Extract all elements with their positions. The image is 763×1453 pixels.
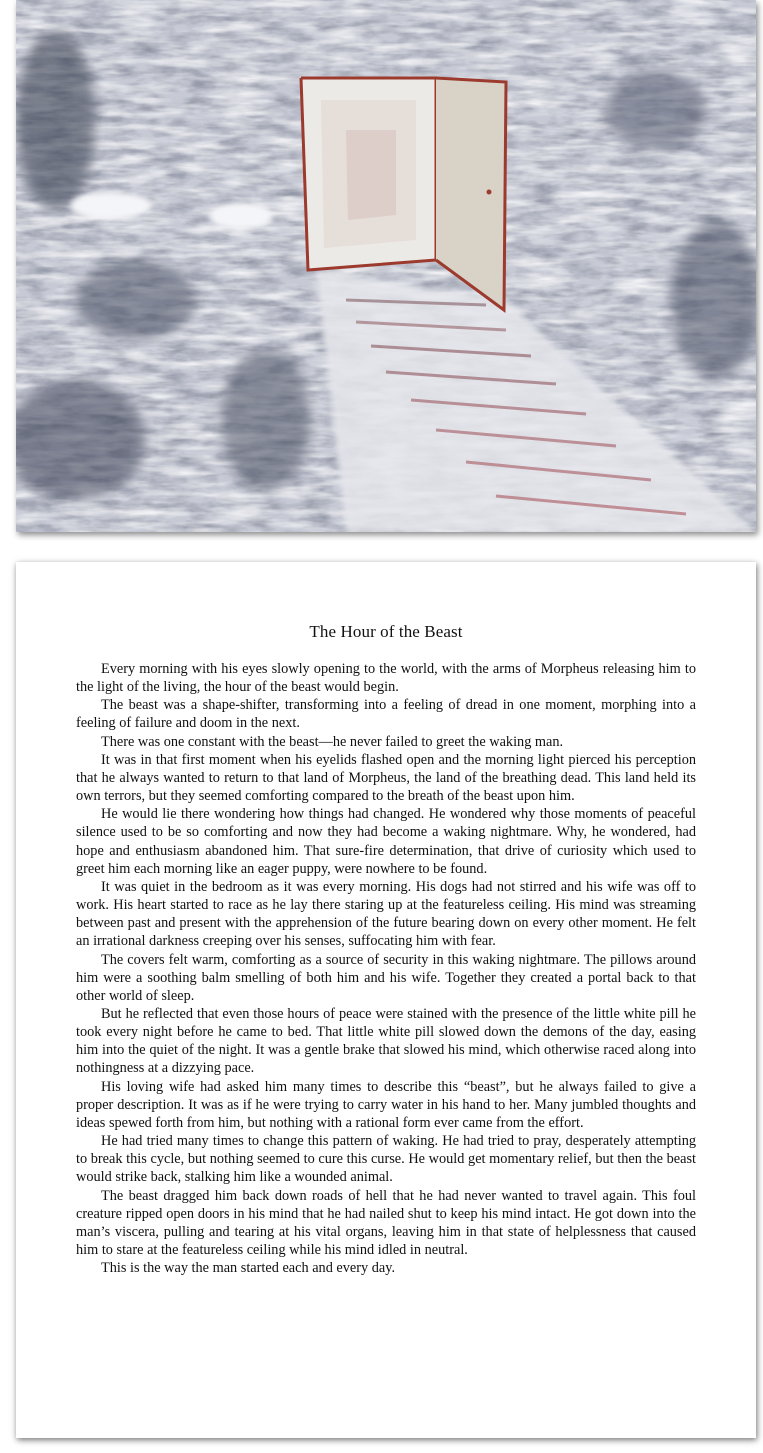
- paragraph: Every morning with his eyes slowly opening to the world, with the arms of Morpheus releasing him to the light of the living, the hour of the beast would begin.: [76, 661, 696, 696]
- painting-svg: [16, 0, 756, 532]
- paragraph: He had tried many times to change this pattern of waking. He had tried to pray, desperately attempting to break this cycle, but nothing seemed to cure this curse. He would get momentary relief, but then the beast would strike back, stalking him like a wounded animal.: [76, 1133, 696, 1186]
- story-body: [76, 660, 696, 1277]
- paragraph: The beast dragged him back down roads of hell that he had never wanted to travel again. This foul creature ripped open doors in his mind that he had nailed shut to keep his mind intact. He got down into the man’s viscera, pulling and tearing at his vital organs, leaving him in that state of helplessness that caused him to stare at the featureless ceiling while his mind idled in neutral.: [76, 1187, 696, 1258]
- paragraph: The covers felt warm, comforting as a source of security in this waking nightmare. The pillows around him were a soothing balm smelling of both him and his wife. Together they created a portal back to that other world of sleep.: [76, 951, 696, 1004]
- story-page: [16, 562, 756, 1438]
- paragraph: He would lie there wondering how things had changed. He wondered why those moments of peaceful silence used to be so comforting and now they had become a waking nightmare. Why, he wondered, had hope and enthusiasm abandoned him. That sure-fire determination, that drive of curiosity which used to greet him each morning like an eager puppy, were nowhere to be found.: [76, 806, 696, 877]
- paragraph: His loving wife had asked him many times to describe this “beast”, but he always failed to give a proper description. It was as if he were trying to carry water in his hand to her. Many jumbled thoughts and ideas spewed forth from him, but nothing with a rational form ever came from the effort.: [76, 1078, 696, 1131]
- paragraph: It was in that first moment when his eyelids flashed open and the morning light pierced his perception that he always wanted to return to that land of Morpheus, the land of the breathing dead. This land held its own terrors, but they seemed comforting compared to the breath of the beast upon him.: [76, 751, 696, 805]
- paragraph: There was one constant with the beast—he never failed to greet the waking man.: [101, 733, 564, 750]
- painting-illustration: [16, 0, 756, 532]
- paragraph: This is the way the man started each and every day.: [101, 1260, 396, 1277]
- paragraph: The beast was a shape-shifter, transforming into a feeling of dread in one moment, morphing into a feeling of failure and doom in the next.: [76, 697, 696, 732]
- story-title: The Hour of the Beast: [309, 622, 463, 641]
- paragraph: But he reflected that even those hours of peace were stained with the presence of the little white pill he took every night before he came to bed. That little white pill slowed down the demons of the day, easing him into the quiet of the night. It was a gentle brake that slowed his mind, which otherwise raced along into nothingness at a dizzying pace.: [76, 1005, 696, 1077]
- paragraph: It was quiet in the bedroom as it was every morning. His dogs had not stirred and his wife was off to work. His heart started to race as he lay there staring up at the featureless ceiling. His mind was streaming between past and present with the apprehension of the future bearing down on every other moment. He felt an irrational darkness creeping over his senses, suffocating him with fear.: [76, 878, 696, 950]
